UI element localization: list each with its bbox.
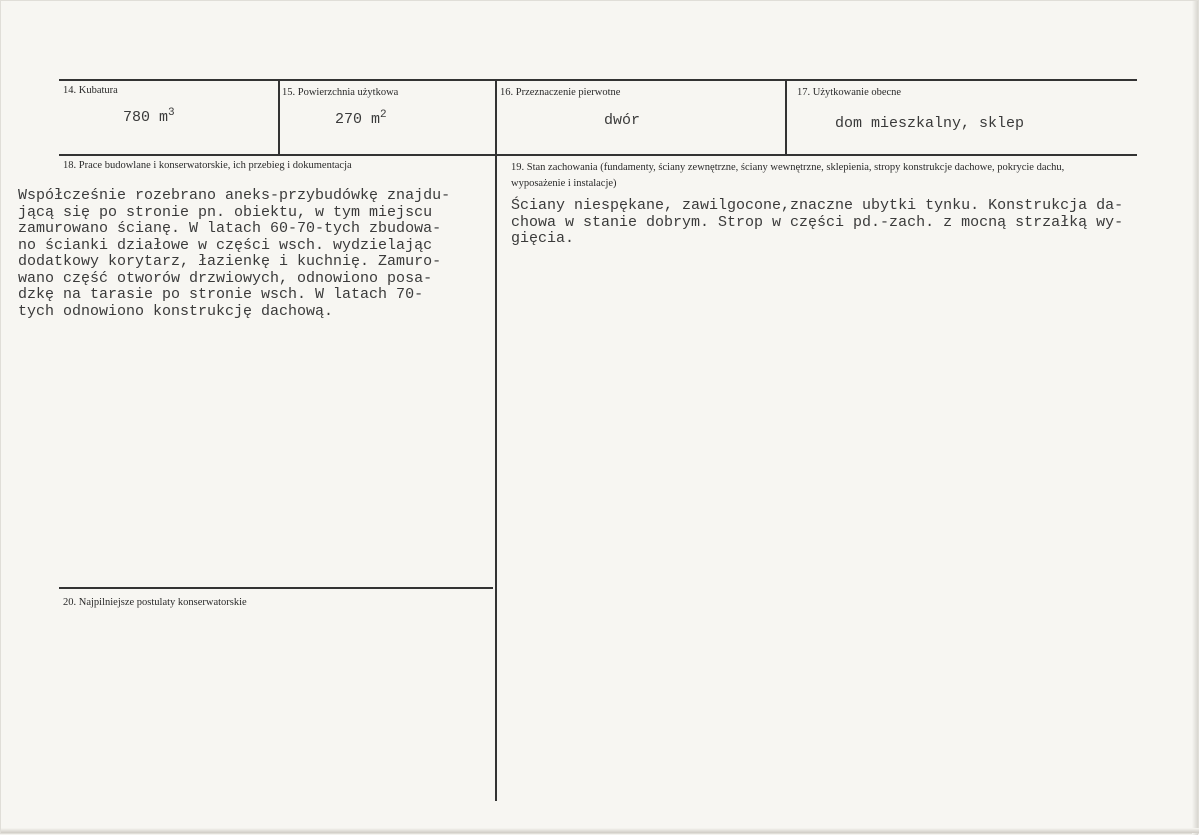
field-14-label: 14. Kubatura: [63, 85, 118, 96]
card-edge-shadow: [1192, 1, 1198, 835]
top-rule: [59, 79, 1137, 81]
divider-15-16: [495, 81, 497, 154]
divider-14-15: [278, 81, 280, 154]
field-14-value-exponent: 3: [168, 107, 175, 119]
field-14-value-text: 780 m: [123, 109, 169, 126]
field-14-value: [123, 107, 175, 126]
field-15-value-text: 270 m: [335, 111, 381, 128]
field-19-text: Ściany niespękane, zawilgocone,znaczne ubytki tynku. Konstrukcja da- chowa w stanie dobrym. Strop w części pd.-zach. z mocną strzałką wy- gięcia.: [511, 197, 1124, 247]
divider-18-19: [495, 156, 497, 801]
field-19-label: 19. Stan zachowania (fundamenty, ściany zewnętrzne, ściany wewnętrzne, sklepienia, stropy konstrukcje dachowe, pokrycie dachu, wyposażenie i instalacje): [511, 162, 1065, 189]
field-20-rule: [59, 587, 493, 589]
field-17-value: dom mieszkalny, sklep: [835, 115, 1025, 132]
card-bottom-shadow: [1, 828, 1199, 833]
field-15-label: 15. Powierzchnia użytkowa: [282, 87, 399, 98]
field-15-value-exponent: 2: [380, 109, 387, 121]
field-16-value: dwór: [604, 112, 641, 129]
field-16-label: 16. Przeznaczenie pierwotne: [500, 87, 621, 98]
field-20-label: 20. Najpilniejsze postulaty konserwatorskie: [63, 597, 247, 608]
field-18-label: 18. Prace budowlane i konserwatorskie, ich przebieg i dokumentacja: [63, 160, 352, 171]
field-15-value: [335, 109, 387, 128]
header-row-rule: [59, 154, 1137, 156]
divider-16-17: [785, 81, 787, 154]
field-18-text: Współcześnie rozebrano aneks-przybudówkę znajdu- jącą się po stronie pn. obiektu, w tym miejscu zamurowano ścianę. W latach 60-70-tych zbudowa- no ścianki działowe w części wsch. wydzielając dodatkowy korytarz, łazienkę i kuchnię. Zamuro- wano część otworów drzwiowych, odnowiono posa- dzkę na tarasie po stronie wsch. W latach 70- tych odnowiono konstrukcję dachową.: [18, 187, 451, 320]
field-17-label: 17. Użytkowanie obecne: [797, 87, 902, 98]
